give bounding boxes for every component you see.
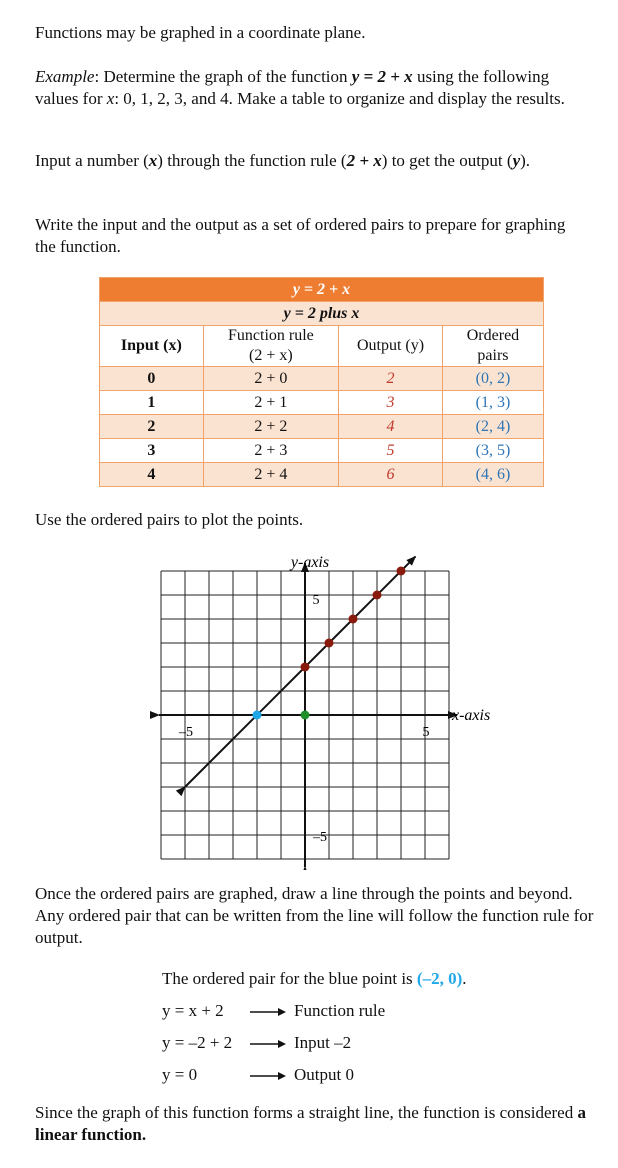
x-axis-label: x-axis	[452, 707, 491, 724]
table-row	[100, 367, 544, 391]
cell-input: 2	[100, 415, 204, 439]
once-paragraph: Once the ordered pairs are graphed, draw a line through the points and beyond. Any ordered pair that can be written from the line will follow the function rule for output.	[35, 884, 594, 947]
tick-labels	[178, 554, 490, 845]
cell-output: 6	[339, 463, 443, 487]
intro-text: Functions may be graphed in a coordinate plane.	[35, 23, 366, 42]
cell-rule: 2 + 2	[203, 415, 338, 439]
input-rule: 2 + x	[346, 151, 382, 170]
col-output-header: Output (y)	[339, 326, 443, 367]
cell-output: 3	[339, 391, 443, 415]
cell-rule: 2 + 0	[203, 367, 338, 391]
input-text-3: ) to get the output (	[381, 151, 513, 170]
example-values: : 0, 1, 2, 3, and 4. Make a table to organize and display the results.	[114, 89, 565, 108]
blue-point-end: .	[462, 969, 467, 988]
cell-output: 2	[339, 367, 443, 391]
cell-input: 1	[100, 391, 204, 415]
x-tick-neg: –5	[179, 725, 193, 740]
col-rule-label: Function rule	[228, 327, 314, 344]
function-line-group	[185, 557, 415, 787]
table-title: y = 2 + x	[100, 278, 544, 302]
col-input-header: Input (x)	[100, 326, 204, 367]
cell-pair: (0, 2)	[442, 367, 543, 391]
input-paragraph	[35, 150, 555, 172]
cell-rule: 2 + 4	[203, 463, 338, 487]
conclusion-bold: a linear function.	[35, 1103, 586, 1144]
col-rule-header	[203, 326, 338, 367]
steps-block	[162, 1000, 492, 1096]
cell-rule: 2 + 1	[203, 391, 338, 415]
example-text-1: : Determine the graph of the function	[94, 67, 352, 86]
function-table	[99, 277, 544, 487]
data-point	[253, 711, 262, 720]
write-paragraph: Write the input and the output as a set of ordered pairs to prepare for graphing the function.	[35, 215, 566, 256]
example-label: Example	[35, 67, 95, 86]
example-function: y = 2 + x	[351, 67, 413, 86]
function-line	[185, 557, 415, 787]
data-point	[325, 639, 334, 648]
step-row	[162, 1000, 492, 1032]
data-point	[397, 567, 406, 576]
cell-input: 0	[100, 367, 204, 391]
col-rule-formula: (2 + x)	[249, 347, 293, 364]
data-point	[373, 591, 382, 600]
step-description: Function rule	[294, 1001, 386, 1020]
plot-paragraph: Use the ordered pairs to plot the points.	[35, 510, 304, 529]
cell-rule: 2 + 3	[203, 439, 338, 463]
data-point	[349, 615, 358, 624]
table-row	[100, 415, 544, 439]
blue-point-pair: (–2, 0)	[416, 969, 463, 988]
col-pairs-label-1: Ordered	[466, 327, 520, 344]
step-row	[162, 1064, 492, 1096]
example-text-2: using the following values for	[35, 67, 550, 108]
data-point	[301, 663, 310, 672]
y-tick-neg: –5	[313, 830, 327, 845]
coordinate-graph	[150, 545, 510, 870]
step-description: Input –2	[294, 1033, 352, 1052]
input-y: y	[512, 151, 521, 170]
cell-input: 3	[100, 439, 204, 463]
y-axis-label: y-axis	[290, 554, 330, 571]
cell-input: 4	[100, 463, 204, 487]
table-subtitle	[100, 302, 544, 326]
cell-pair: (1, 3)	[442, 391, 543, 415]
example-paragraph	[35, 66, 575, 110]
x-tick-pos: 5	[422, 725, 430, 740]
y-tick-pos: 5	[312, 593, 320, 608]
table-row	[100, 439, 544, 463]
input-text-1: Input a number (	[35, 151, 149, 170]
col-pairs-header	[442, 326, 543, 367]
data-point	[301, 711, 310, 720]
input-text-2: ) through the function rule (	[157, 151, 347, 170]
arrow-icon	[250, 1039, 286, 1049]
input-x: x	[148, 151, 158, 170]
table-row	[100, 463, 544, 487]
cell-output: 5	[339, 439, 443, 463]
step-equation: y = 0	[162, 1065, 198, 1084]
cell-pair: (3, 5)	[442, 439, 543, 463]
arrow-icon	[250, 1071, 286, 1081]
cell-output: 4	[339, 415, 443, 439]
conclusion-paragraph	[35, 1102, 595, 1146]
cell-pair: (2, 4)	[442, 415, 543, 439]
blue-point-text: The ordered pair for the blue point is	[162, 969, 417, 988]
step-row	[162, 1032, 492, 1064]
table-row	[100, 391, 544, 415]
cell-pair: (4, 6)	[442, 463, 543, 487]
table-subtitle-text: y = 2 plus x	[283, 304, 360, 322]
blue-point-sentence	[162, 968, 582, 990]
step-equation: y = x + 2	[162, 1001, 224, 1020]
step-equation: y = –2 + 2	[162, 1033, 233, 1052]
example-var: x	[106, 89, 115, 108]
input-text-4: ).	[520, 151, 531, 170]
arrow-icon	[250, 1007, 286, 1017]
col-pairs-label-2: pairs	[477, 347, 509, 364]
step-description: Output 0	[294, 1065, 354, 1084]
conclusion-text: Since the graph of this function forms a straight line, the function is considered	[35, 1103, 578, 1122]
